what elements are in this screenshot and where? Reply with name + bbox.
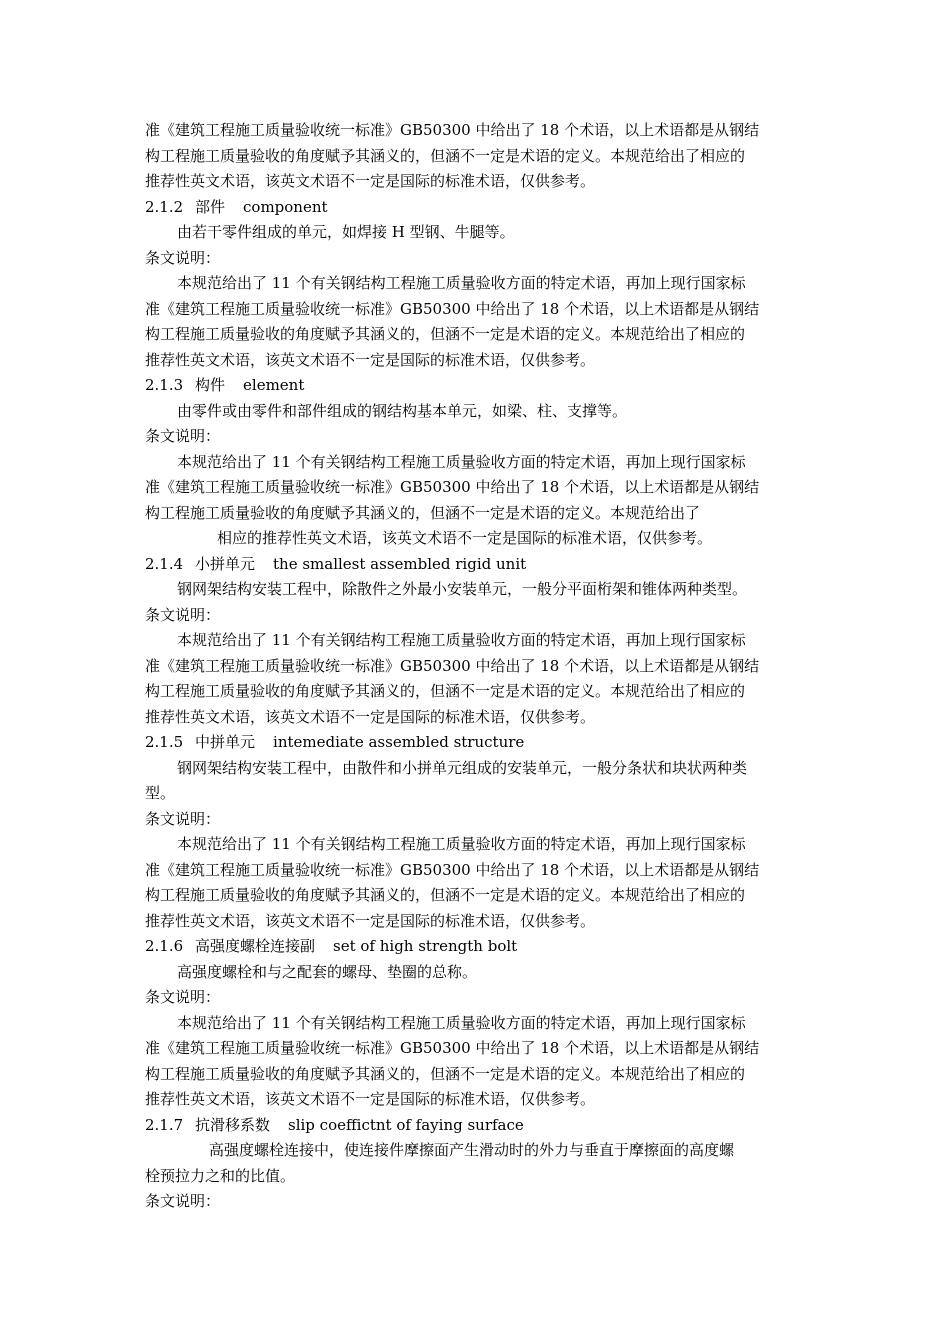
- note-line: 构工程施工质量验收的角度赋予其涵义的，但涵不一定是术语的定义。本规范给出了: [145, 503, 701, 522]
- term-heading-2-1-2: [145, 195, 810, 221]
- term-chinese: 构件: [195, 376, 226, 394]
- note-line: 本规范给出了 11 个有关钢结构工程施工质量验收方面的特定术语，再加上现行国家标: [177, 631, 746, 649]
- note-line: 构工程施工质量验收的角度赋予其涵义的，但涵不一定是术语的定义。本规范给出了相应的: [145, 682, 746, 700]
- term-english: set of high strength bolt: [333, 937, 518, 955]
- term-chinese: 小拼单元: [195, 554, 256, 573]
- note-line: 准《建筑工程施工质量验收统一标准》GB50300 中给出了 18 个术语，以上术语都是从钢结: [145, 299, 760, 318]
- term-chinese: 抗滑移系数: [195, 1115, 271, 1134]
- term-definition: 由零件或由零件和部件组成的钢结构基本单元，如梁、柱、支撑等。: [177, 401, 628, 420]
- term-english: intemediate assembled structure: [273, 733, 525, 751]
- note-line: 推荐性英文术语，该英文术语不一定是国际的标准术语，仅供参考。: [145, 707, 596, 726]
- term-definition: 钢网架结构安装工程中，由散件和小拼单元组成的安装单元，一般分条状和块状两种类: [177, 758, 748, 777]
- term-english: slip coeffictnt of faying surface: [288, 1115, 524, 1134]
- note-line: 本规范给出了 11 个有关钢结构工程施工质量验收方面的特定术语，再加上现行国家标: [177, 274, 746, 292]
- term-heading-2-1-3: [145, 373, 810, 399]
- note-line: 推荐性英文术语，该英文术语不一定是国际的标准术语，仅供参考。: [145, 1090, 596, 1108]
- term-number: 2.1.5: [145, 733, 184, 751]
- term-definition: 栓预拉力之和的比值。: [145, 1166, 296, 1185]
- term-number: 2.1.6: [145, 937, 184, 955]
- note-label: 条文说明：: [145, 248, 221, 267]
- term-heading-2-1-4: [145, 552, 810, 578]
- note-line: 本规范给出了 11 个有关钢结构工程施工质量验收方面的特定术语，再加上现行国家标: [177, 835, 746, 853]
- term-definition: 高强度螺栓连接中，使连接件摩擦面产生滑动时的外力与垂直于摩擦面的高度螺: [209, 1141, 735, 1159]
- term-definition: 钢网架结构安装工程中，除散件之外最小安装单元，一般分平面桁架和锥体两种类型。: [177, 580, 748, 598]
- note-line: 构工程施工质量验收的角度赋予其涵义的，但涵不一定是术语的定义。本规范给出了相应的: [145, 886, 746, 904]
- term-english: component: [243, 197, 328, 216]
- note-label: 条文说明：: [145, 1192, 221, 1210]
- note-label: 条文说明：: [145, 605, 221, 624]
- term-chinese: 中拼单元: [195, 733, 256, 751]
- document-page: [145, 118, 810, 1215]
- term-definition: 高强度螺栓和与之配套的螺母、垫圈的总称。: [177, 962, 478, 981]
- term-number: 2.1.4: [145, 554, 184, 573]
- term-number: 2.1.7: [145, 1115, 184, 1134]
- note-line: 准《建筑工程施工质量验收统一标准》GB50300 中给出了 18 个术语，以上术语都是从钢结: [145, 478, 760, 496]
- term-heading-2-1-7: [145, 1113, 810, 1139]
- text-line: 准《建筑工程施工质量验收统一标准》GB50300 中给出了 18 个术语，以上术语都是从钢结: [145, 121, 760, 139]
- note-line: 准《建筑工程施工质量验收统一标准》GB50300 中给出了 18 个术语，以上术语都是从钢结: [145, 1039, 760, 1057]
- note-label: 条文说明：: [145, 427, 221, 445]
- note-line: 构工程施工质量验收的角度赋予其涵义的，但涵不一定是术语的定义。本规范给出了相应的: [145, 1064, 746, 1083]
- term-english: the smallest assembled rigid unit: [273, 554, 527, 573]
- term-chinese: 高强度螺栓连接副: [195, 937, 316, 955]
- term-definition: 由若干零件组成的单元，如焊接 H 型钢、牛腿等。: [177, 223, 515, 241]
- note-line: 准《建筑工程施工质量验收统一标准》GB50300 中给出了 18 个术语，以上术语都是从钢结: [145, 860, 760, 879]
- term-chinese: 部件: [195, 197, 226, 216]
- note-line: 推荐性英文术语，该英文术语不一定是国际的标准术语，仅供参考。: [145, 350, 596, 369]
- term-heading-2-1-5: [145, 730, 810, 756]
- term-number: 2.1.2: [145, 197, 184, 216]
- note-label: 条文说明：: [145, 988, 221, 1006]
- note-line: 推荐性英文术语，该英文术语不一定是国际的标准术语，仅供参考。: [145, 911, 596, 930]
- term-number: 2.1.3: [145, 376, 184, 394]
- note-line: 相应的推荐性英文术语，该英文术语不一定是国际的标准术语，仅供参考。: [217, 529, 713, 547]
- note-line: 构工程施工质量验收的角度赋予其涵义的，但涵不一定是术语的定义。本规范给出了相应的: [145, 325, 746, 343]
- note-line: 本规范给出了 11 个有关钢结构工程施工质量验收方面的特定术语，再加上现行国家标: [177, 452, 746, 471]
- term-english: element: [243, 376, 305, 394]
- term-heading-2-1-6: [145, 934, 810, 960]
- note-label: 条文说明：: [145, 809, 221, 828]
- text-line: 推荐性英文术语，该英文术语不一定是国际的标准术语，仅供参考。: [145, 172, 596, 190]
- continued-paragraph: [145, 118, 810, 195]
- note-line: 本规范给出了 11 个有关钢结构工程施工质量验收方面的特定术语，再加上现行国家标: [177, 1013, 746, 1032]
- text-line: 构工程施工质量验收的角度赋予其涵义的，但涵不一定是术语的定义。本规范给出了相应的: [145, 146, 746, 165]
- note-line: 准《建筑工程施工质量验收统一标准》GB50300 中给出了 18 个术语，以上术语都是从钢结: [145, 656, 760, 675]
- term-definition: 型。: [145, 784, 176, 802]
